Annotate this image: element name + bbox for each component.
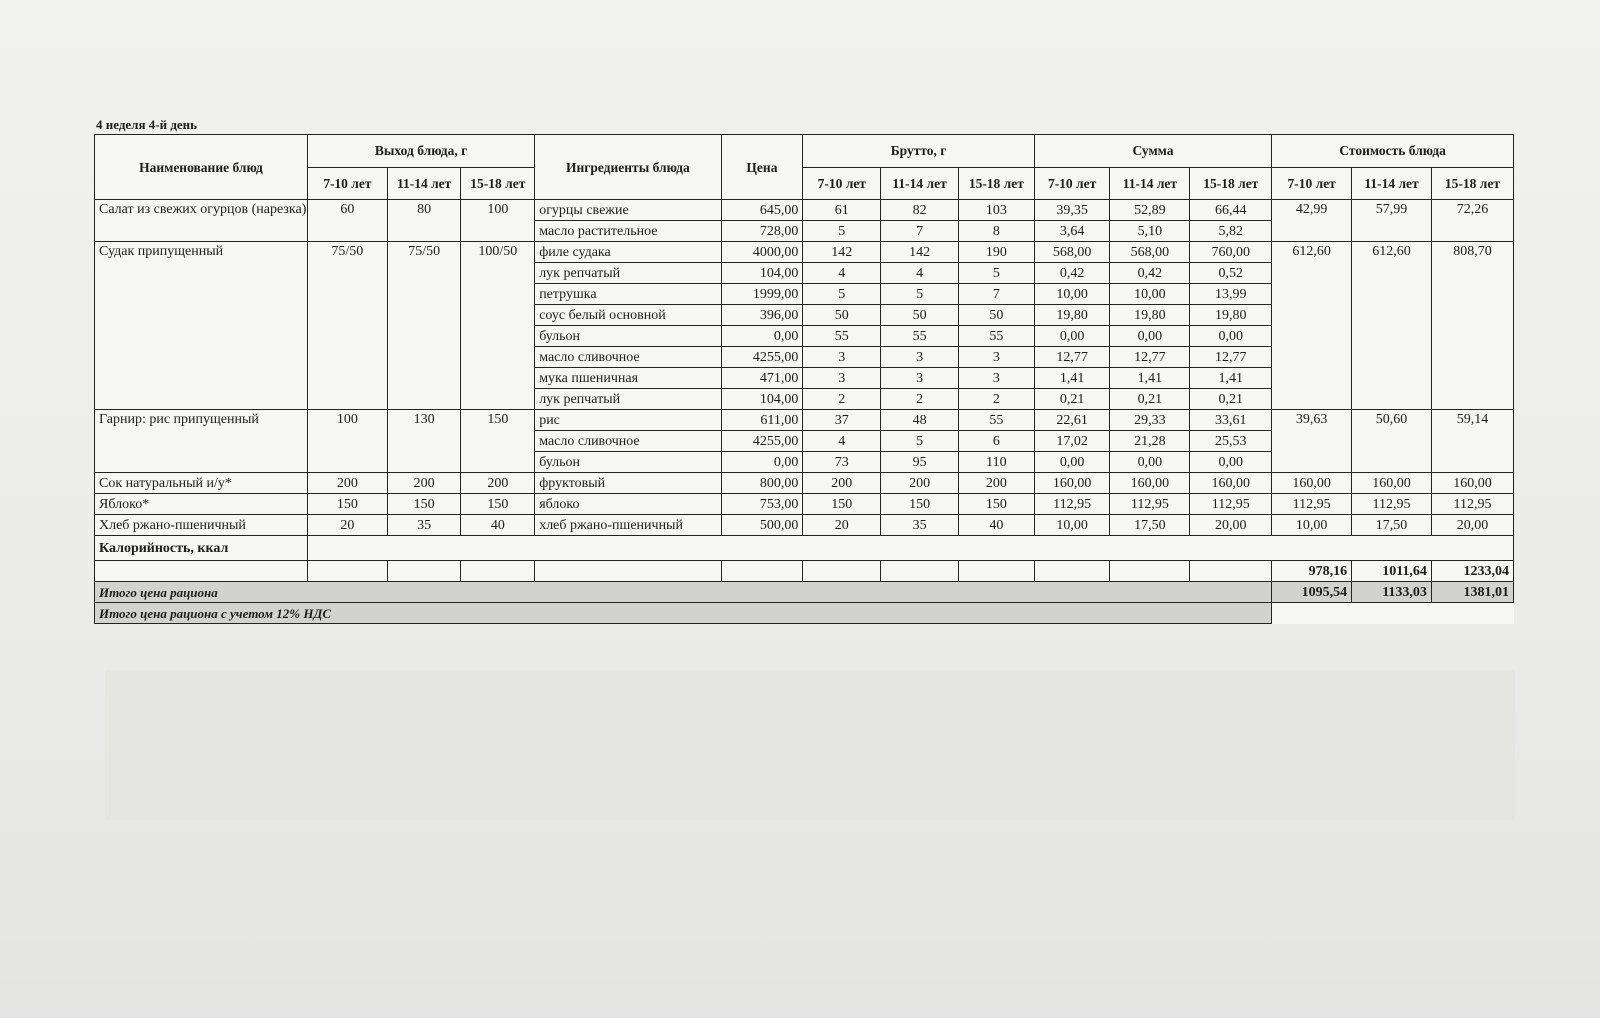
table-row (95, 473, 1514, 494)
vat-total-value: 1095,54 (1272, 582, 1352, 603)
brutto-value: 103 (958, 200, 1034, 221)
output-value: 35 (387, 515, 461, 536)
brutto-value: 200 (803, 473, 881, 494)
cost-value: 59,14 (1431, 410, 1513, 473)
sum-value: 22,61 (1034, 410, 1110, 431)
brutto-value: 3 (803, 347, 881, 368)
sum-value: 10,00 (1110, 284, 1190, 305)
brutto-value: 200 (958, 473, 1034, 494)
brutto-value: 3 (803, 368, 881, 389)
sum-value: 66,44 (1190, 200, 1272, 221)
output-value: 200 (461, 473, 535, 494)
brutto-value: 5 (881, 284, 959, 305)
sum-value: 52,89 (1110, 200, 1190, 221)
total-value: 1011,64 (1352, 561, 1432, 582)
brutto-value: 190 (958, 242, 1034, 263)
brutto-value: 142 (803, 242, 881, 263)
output-value: 100 (307, 410, 387, 473)
brutto-value: 3 (881, 368, 959, 389)
output-value: 150 (461, 410, 535, 473)
brutto-value: 3 (958, 347, 1034, 368)
brutto-value: 37 (803, 410, 881, 431)
sum-value: 1,41 (1110, 368, 1190, 389)
output-value: 100 (461, 200, 535, 242)
vat-total-value: 1133,03 (1352, 582, 1432, 603)
sum-value: 29,33 (1110, 410, 1190, 431)
ingredient: бульон (535, 452, 721, 473)
output-value: 200 (307, 473, 387, 494)
output-value: 75/50 (307, 242, 387, 410)
cost-value: 112,95 (1352, 494, 1432, 515)
brutto-value: 50 (881, 305, 959, 326)
sum-value: 33,61 (1190, 410, 1272, 431)
brutto-value: 5 (803, 221, 881, 242)
price-value: 800,00 (721, 473, 803, 494)
output-value: 130 (387, 410, 461, 473)
ingredient: лук репчатый (535, 263, 721, 284)
sum-value: 160,00 (1190, 473, 1272, 494)
brutto-value: 82 (881, 200, 959, 221)
ingredient: яблоко (535, 494, 721, 515)
brutto-value: 7 (881, 221, 959, 242)
ingredient: петрушка (535, 284, 721, 305)
sum-value: 0,00 (1110, 452, 1190, 473)
ingredient: хлеб ржано-пшеничный (535, 515, 721, 536)
brutto-value: 150 (958, 494, 1034, 515)
header-age: 11-14 лет (387, 167, 461, 200)
header-price: Цена (721, 135, 803, 200)
price-value: 0,00 (721, 326, 803, 347)
sum-value: 0,42 (1034, 263, 1110, 284)
brutto-value: 55 (958, 410, 1034, 431)
sum-value: 3,64 (1034, 221, 1110, 242)
sum-value: 21,28 (1110, 431, 1190, 452)
sum-value: 568,00 (1110, 242, 1190, 263)
header-age: 7-10 лет (1034, 167, 1110, 200)
brutto-value: 8 (958, 221, 1034, 242)
brutto-value: 55 (881, 326, 959, 347)
cost-value: 112,95 (1431, 494, 1513, 515)
sum-value: 0,21 (1110, 389, 1190, 410)
sum-value: 0,21 (1190, 389, 1272, 410)
sum-value: 19,80 (1034, 305, 1110, 326)
brutto-value: 4 (803, 431, 881, 452)
header-age: 7-10 лет (803, 167, 881, 200)
sum-value: 1,41 (1034, 368, 1110, 389)
price-value: 728,00 (721, 221, 803, 242)
sum-value: 160,00 (1110, 473, 1190, 494)
output-value: 60 (307, 200, 387, 242)
brutto-value: 110 (958, 452, 1034, 473)
calories-empty (307, 536, 1513, 561)
sum-value: 160,00 (1034, 473, 1110, 494)
brutto-value: 95 (881, 452, 959, 473)
header-brutto: Брутто, г (803, 135, 1034, 168)
header-age: 15-18 лет (461, 167, 535, 200)
brutto-value: 4 (881, 263, 959, 284)
header-age: 15-18 лет (958, 167, 1034, 200)
brutto-value: 6 (958, 431, 1034, 452)
calories-row (95, 536, 1514, 561)
ingredient: масло сливочное (535, 347, 721, 368)
cost-value: 72,26 (1431, 200, 1513, 242)
brutto-value: 2 (881, 389, 959, 410)
sum-value: 0,42 (1110, 263, 1190, 284)
price-value: 104,00 (721, 389, 803, 410)
table-row (95, 494, 1514, 515)
brutto-value: 48 (881, 410, 959, 431)
dish-name: Гарнир: рис припущенный (95, 410, 308, 473)
sum-value: 17,02 (1034, 431, 1110, 452)
calories-label: Калорийность, ккал (95, 536, 308, 561)
brutto-value: 200 (881, 473, 959, 494)
total-label: Итого цена рациона (95, 582, 1272, 603)
brutto-value: 150 (803, 494, 881, 515)
dish-name: Салат из свежих огурцов (нарезка) (95, 200, 308, 242)
cost-value: 57,99 (1352, 200, 1432, 242)
brutto-value: 73 (803, 452, 881, 473)
price-value: 645,00 (721, 200, 803, 221)
sum-value: 0,00 (1034, 326, 1110, 347)
brutto-value: 3 (881, 347, 959, 368)
header-age: 11-14 лет (1110, 167, 1190, 200)
sum-value: 112,95 (1034, 494, 1110, 515)
menu-cost-table (94, 134, 1514, 624)
brutto-value: 50 (803, 305, 881, 326)
sum-value: 568,00 (1034, 242, 1110, 263)
output-value: 75/50 (387, 242, 461, 410)
brutto-value: 20 (803, 515, 881, 536)
header-age: 11-14 лет (1352, 167, 1432, 200)
table-row (95, 515, 1514, 536)
sum-value: 12,77 (1034, 347, 1110, 368)
vat-row (95, 603, 1514, 624)
cost-value: 112,95 (1272, 494, 1352, 515)
sum-value: 10,00 (1034, 515, 1110, 536)
brutto-value: 3 (958, 368, 1034, 389)
price-value: 471,00 (721, 368, 803, 389)
vat-total-value: 1381,01 (1431, 582, 1513, 603)
header-name: Наименование блюд (95, 135, 308, 200)
sum-value: 0,52 (1190, 263, 1272, 284)
cost-value: 50,60 (1352, 410, 1432, 473)
shadow-band (105, 670, 1515, 820)
brutto-value: 55 (803, 326, 881, 347)
brutto-value: 5 (803, 284, 881, 305)
header-age: 15-18 лет (1431, 167, 1513, 200)
vat-label: Итого цена рациона с учетом 12% НДС (95, 603, 1272, 624)
cost-value: 20,00 (1431, 515, 1513, 536)
dish-name: Судак припущенный (95, 242, 308, 410)
ingredient: бульон (535, 326, 721, 347)
ingredient: масло растительное (535, 221, 721, 242)
sum-value: 19,80 (1190, 305, 1272, 326)
price-value: 4000,00 (721, 242, 803, 263)
cost-value: 612,60 (1272, 242, 1352, 410)
table-row (95, 200, 1514, 221)
ingredient: соус белый основной (535, 305, 721, 326)
sum-value: 39,35 (1034, 200, 1110, 221)
output-value: 150 (307, 494, 387, 515)
cost-value: 160,00 (1352, 473, 1432, 494)
total-value: 978,16 (1272, 561, 1352, 582)
sum-value: 0,00 (1110, 326, 1190, 347)
sum-value: 17,50 (1110, 515, 1190, 536)
cost-value: 10,00 (1272, 515, 1352, 536)
table-row (95, 242, 1514, 263)
dish-name: Хлеб ржано-пшеничный (95, 515, 308, 536)
output-value: 150 (461, 494, 535, 515)
price-value: 4255,00 (721, 431, 803, 452)
output-value: 200 (387, 473, 461, 494)
sum-value: 5,10 (1110, 221, 1190, 242)
output-value: 40 (461, 515, 535, 536)
brutto-value: 50 (958, 305, 1034, 326)
sum-value: 12,77 (1190, 347, 1272, 368)
header-age: 15-18 лет (1190, 167, 1272, 200)
ingredient: масло сливочное (535, 431, 721, 452)
sum-value: 20,00 (1190, 515, 1272, 536)
output-value: 150 (387, 494, 461, 515)
sum-value: 0,00 (1034, 452, 1110, 473)
cost-value: 39,63 (1272, 410, 1352, 473)
price-value: 753,00 (721, 494, 803, 515)
cost-value: 160,00 (1431, 473, 1513, 494)
brutto-value: 2 (958, 389, 1034, 410)
sum-value: 0,00 (1190, 452, 1272, 473)
header-ingredients: Ингредиенты блюда (535, 135, 721, 200)
ingredient: филе судака (535, 242, 721, 263)
ingredient: лук репчатый (535, 389, 721, 410)
sum-value: 0,21 (1034, 389, 1110, 410)
price-value: 500,00 (721, 515, 803, 536)
price-value: 0,00 (721, 452, 803, 473)
brutto-value: 35 (881, 515, 959, 536)
sum-value: 10,00 (1034, 284, 1110, 305)
output-value: 100/50 (461, 242, 535, 410)
sum-value: 25,53 (1190, 431, 1272, 452)
ingredient: фруктовый (535, 473, 721, 494)
brutto-value: 5 (881, 431, 959, 452)
total-row (95, 582, 1514, 603)
sum-value: 112,95 (1110, 494, 1190, 515)
cost-value: 808,70 (1431, 242, 1513, 410)
brutto-value: 40 (958, 515, 1034, 536)
brutto-value: 142 (881, 242, 959, 263)
sum-value: 13,99 (1190, 284, 1272, 305)
table-row (95, 410, 1514, 431)
brutto-value: 150 (881, 494, 959, 515)
sum-value: 1,41 (1190, 368, 1272, 389)
empty-row (95, 561, 1514, 582)
total-value: 1233,04 (1431, 561, 1513, 582)
sum-value: 112,95 (1190, 494, 1272, 515)
output-value: 20 (307, 515, 387, 536)
ingredient: мука пшеничная (535, 368, 721, 389)
ingredient: рис (535, 410, 721, 431)
dish-name: Яблоко* (95, 494, 308, 515)
header-age: 7-10 лет (307, 167, 387, 200)
price-value: 611,00 (721, 410, 803, 431)
header-age: 7-10 лет (1272, 167, 1352, 200)
sum-value: 5,82 (1190, 221, 1272, 242)
ingredient: огурцы свежие (535, 200, 721, 221)
brutto-value: 7 (958, 284, 1034, 305)
cost-value: 160,00 (1272, 473, 1352, 494)
price-value: 1999,00 (721, 284, 803, 305)
header-sum: Сумма (1034, 135, 1272, 168)
header-age: 11-14 лет (881, 167, 959, 200)
dish-name: Сок натуральный и/у* (95, 473, 308, 494)
sum-value: 760,00 (1190, 242, 1272, 263)
brutto-value: 55 (958, 326, 1034, 347)
brutto-value: 4 (803, 263, 881, 284)
brutto-value: 5 (958, 263, 1034, 284)
header-cost: Стоимость блюда (1272, 135, 1514, 168)
sum-value: 0,00 (1190, 326, 1272, 347)
output-value: 80 (387, 200, 461, 242)
cost-value: 612,60 (1352, 242, 1432, 410)
header-output: Выход блюда, г (307, 135, 534, 168)
brutto-value: 2 (803, 389, 881, 410)
cost-value: 17,50 (1352, 515, 1432, 536)
page-title: 4 неделя 4-й день (96, 117, 198, 132)
sum-value: 12,77 (1110, 347, 1190, 368)
price-value: 4255,00 (721, 347, 803, 368)
price-value: 396,00 (721, 305, 803, 326)
cost-value: 42,99 (1272, 200, 1352, 242)
sum-value: 19,80 (1110, 305, 1190, 326)
brutto-value: 61 (803, 200, 881, 221)
price-value: 104,00 (721, 263, 803, 284)
